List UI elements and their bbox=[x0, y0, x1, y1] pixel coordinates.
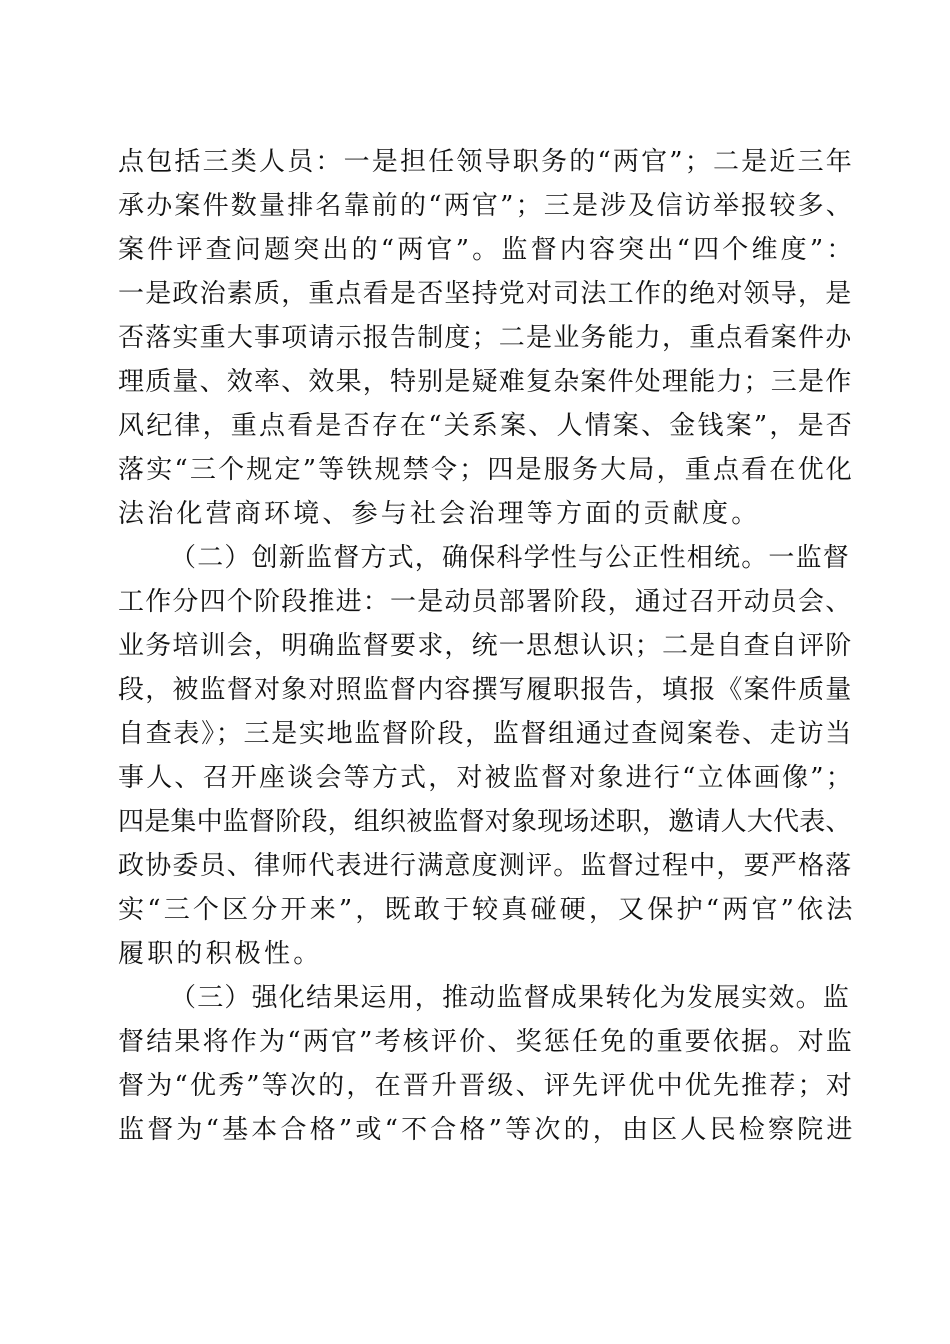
text-line: 四是集中监督阶段，组织被监督对象现场述职，邀请人大代表、 bbox=[118, 807, 852, 837]
text-line: 实“三个区分开来”，既敢于较真碰硬，又保护“两官”依法 bbox=[118, 895, 856, 925]
section-heading-2: （二）创新监督方式，确保科学性与公正性相统。一监督 bbox=[170, 543, 851, 573]
text-line: 督结果将作为“两官”考核评价、奖惩任免的重要依据。对监 bbox=[118, 1027, 854, 1057]
text-line: 一是政治素质，重点看是否坚持党对司法工作的绝对领导，是 bbox=[118, 279, 853, 309]
text-line: 点包括三类人员：一是担任领导职务的“两官”；二是近三年 bbox=[118, 147, 854, 177]
text-line: 承办案件数量排名靠前的“两官”；三是涉及信访举报较多、 bbox=[118, 191, 854, 221]
text-line: 事人、召开座谈会等方式，对被监督对象进行“立体画像”； bbox=[118, 763, 854, 793]
section-heading-3: （三）强化结果运用，推动监督成果转化为发展实效。监 bbox=[170, 983, 851, 1013]
text-line: 落实“三个规定”等铁规禁令；四是服务大局，重点看在优化 bbox=[118, 455, 854, 485]
text-line: 自查表》；三是实地监督阶段，监督组通过查阅案卷、走访当 bbox=[118, 719, 853, 749]
body-text bbox=[118, 140, 858, 1152]
text-line: 业务培训会，明确监督要求，统一思想认识；二是自查自评阶 bbox=[118, 631, 853, 661]
text-line: 政协委员、律师代表进行满意度测评。监督过程中，要严格落 bbox=[118, 851, 853, 881]
text-line: 案件评查问题突出的“两官”。监督内容突出“四个维度”： bbox=[118, 235, 856, 265]
text-line: 段，被监督对象对照监督内容撰写履职报告，填报《案件质量 bbox=[118, 675, 853, 705]
text-line: 法治化营商环境、参与社会治理等方面的贡献度。 bbox=[118, 499, 761, 529]
text-line: 督为“优秀”等次的，在晋升晋级、评先评优中优先推荐；对 bbox=[118, 1071, 854, 1101]
text-line: 理质量、效率、效果，特别是疑难复杂案件处理能力；三是作 bbox=[118, 367, 853, 397]
text-line: 风纪律，重点看是否存在“关系案、人情案、金钱案”，是否 bbox=[118, 411, 854, 441]
text-line: 否落实重大事项请示报告制度；二是业务能力，重点看案件办 bbox=[118, 323, 853, 353]
text-line: 履职的积极性。 bbox=[118, 939, 323, 969]
text-line: 监督为“基本合格”或“不合格”等次的，由区人民检察院进 bbox=[118, 1115, 856, 1145]
text-line: 工作分四个阶段推进：一是动员部署阶段，通过召开动员会、 bbox=[118, 587, 853, 617]
